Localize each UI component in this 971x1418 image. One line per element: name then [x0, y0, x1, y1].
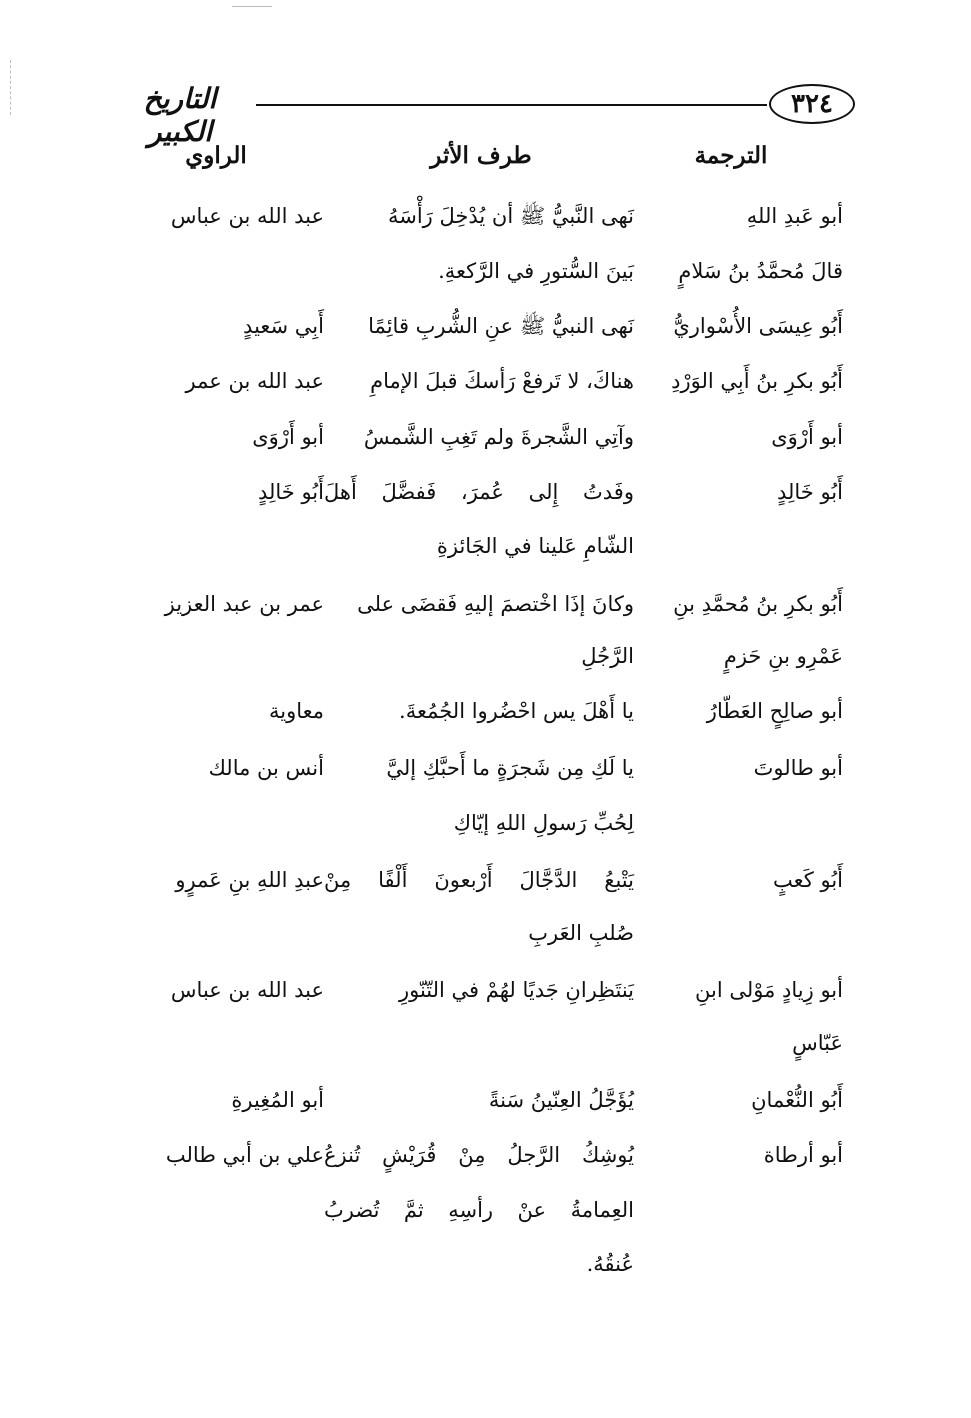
hadith-cell: لِحُبِّ رَسولِ اللهِ إيّاكِ — [453, 811, 634, 835]
narrator-cell: عبدِ اللهِ بنِ عَمرٍو — [175, 868, 324, 892]
book-title: التاريخ الكبير — [143, 82, 217, 148]
narrator-cell: علي بن أبي طالب — [165, 1143, 324, 1167]
translation-cell: عَبّاسٍ — [792, 1031, 843, 1055]
header-rule — [256, 104, 767, 106]
translation-cell: أَبُو بكرِ بنُ مُحمَّدِ بنِ — [673, 592, 843, 616]
narrator-cell: أَبُو خَالِدٍ — [257, 480, 324, 504]
table-line — [0, 1023, 971, 1063]
table-line — [0, 1190, 971, 1230]
narrator-cell: أَبِي سَعيدٍ — [243, 314, 324, 338]
heading-hadith-start: طرف الأثر — [430, 142, 532, 169]
table-line — [0, 803, 971, 843]
translation-cell: أبو طالوتَ — [753, 756, 843, 780]
translation-cell: أَبُو عِيسَى الأُسْواريُّ — [673, 314, 843, 338]
table-line — [0, 691, 971, 731]
translation-cell: أَبُو خَالِدٍ — [776, 480, 843, 504]
translation-cell: أَبُو النُّعْمانِ — [751, 1088, 843, 1112]
narrator-cell: عبد الله بن عباس — [170, 978, 324, 1002]
narrator-cell: أبو المُغِيرةِ — [231, 1088, 324, 1112]
table-line — [0, 860, 971, 900]
table-line — [0, 748, 971, 788]
hadith-cell: الشّامِ عَلينا في الجَائزةِ — [436, 534, 634, 558]
hadith-cell: يا لَكِ مِن شَجرَةٍ ما أَحبَّكِ إليَّ — [386, 756, 634, 780]
hadith-cell: عُنقُهُ. — [586, 1252, 634, 1276]
hadith-cell: يَنتَظِرانِ جَديًا لهُمْ في التّنّورِ — [398, 978, 634, 1002]
column-headings — [0, 142, 971, 182]
scan-edge-marks — [10, 60, 13, 115]
table-line — [0, 472, 971, 512]
hadith-cell: يُوشِكُ الرَّجلُ مِنْ قُرَيْشٍ تُنزعُ — [324, 1143, 634, 1167]
translation-cell: أبو أرطاة — [763, 1143, 843, 1167]
hadith-cell: صُلبِ العَربِ — [528, 921, 634, 945]
hadith-cell: هناكَ، لا تَرفعْ رَأسكَ قبلَ الإمامِ — [370, 369, 634, 393]
heading-narrator: الراوي — [185, 142, 247, 169]
table-line — [0, 584, 971, 624]
translation-cell: أَبُو بكرِ بنُ أَبِي الوَرْدِ — [671, 369, 843, 393]
table-line — [0, 1080, 971, 1120]
hadith-cell: وكانَ إذَا اخْتصمَ إليهِ فَقضَى على — [357, 592, 634, 616]
hadith-cell: يُؤَجَّلُ العِنّينُ سَنةً — [488, 1088, 634, 1112]
hadith-cell: بَينَ السُّتورِ في الرَّكعةِ. — [438, 259, 634, 283]
table-line — [0, 913, 971, 953]
hadith-cell: نَهى النبيُّ ﷺ عنِ الشُّربِ قائِمًا — [368, 314, 634, 338]
narrator-cell: أبو أَرْوَى — [252, 425, 324, 449]
page-header — [110, 82, 855, 148]
table-line — [0, 970, 971, 1010]
translation-cell: أبو أَرْوَى — [771, 425, 843, 449]
table-line — [0, 361, 971, 401]
table-line — [0, 636, 971, 676]
translation-cell: أَبُو كَعبٍ — [773, 868, 843, 892]
hadith-cell: نَهى النَّبيُّ ﷺ أن يُدْخِلَ رَأْسَهُ — [387, 204, 634, 228]
narrator-cell: عبد الله بن عباس — [170, 204, 324, 228]
hadith-cell: العِمامةُ عنْ رأسِهِ ثمَّ تُضربُ — [324, 1198, 634, 1222]
table-line — [0, 251, 971, 291]
table-line — [0, 417, 971, 457]
narrator-cell: أنس بن مالك — [208, 756, 324, 780]
table-line — [0, 1135, 971, 1175]
narrator-cell: عمر بن عبد العزيز — [164, 592, 324, 616]
translation-cell: أبو زِيادٍ مَوْلى ابنِ — [695, 978, 843, 1002]
hadith-cell: وفَدتُ إِلى عُمرَ، فَفضَّلَ أَهلَ — [324, 480, 634, 504]
narrator-cell: عبد الله بن عمر — [185, 369, 324, 393]
table-line — [0, 1244, 971, 1284]
table-line — [0, 306, 971, 346]
page-number: ٣٢٤ — [769, 84, 855, 124]
table-line — [0, 526, 971, 566]
hadith-cell: يَتْبعُ الدَّجَّالَ أَرْبعونَ أَلْفًا مِنْ — [324, 868, 634, 892]
translation-cell: قالَ مُحمَّدُ بنُ سَلامٍ — [678, 259, 843, 283]
hadith-cell: يا أَهْلَ يس احْضُروا الجُمُعةَ. — [399, 699, 634, 723]
narrator-cell: معاوية — [268, 699, 324, 723]
translation-cell: عَمْرِو بنِ حَزمٍ — [723, 644, 843, 668]
hadith-cell: وآتِي الشَّجرةَ ولم تَغِبِ الشَّمسُ — [363, 425, 634, 449]
translation-cell: أبو عَبدِ اللهِ — [746, 204, 843, 228]
table-line — [0, 196, 971, 236]
translation-cell: أبو صالِحٍ العَطّارُ — [706, 699, 843, 723]
hadith-cell: الرَّجُلِ — [581, 644, 634, 668]
scan-mark — [232, 6, 272, 7]
heading-translation: الترجمة — [694, 142, 768, 169]
